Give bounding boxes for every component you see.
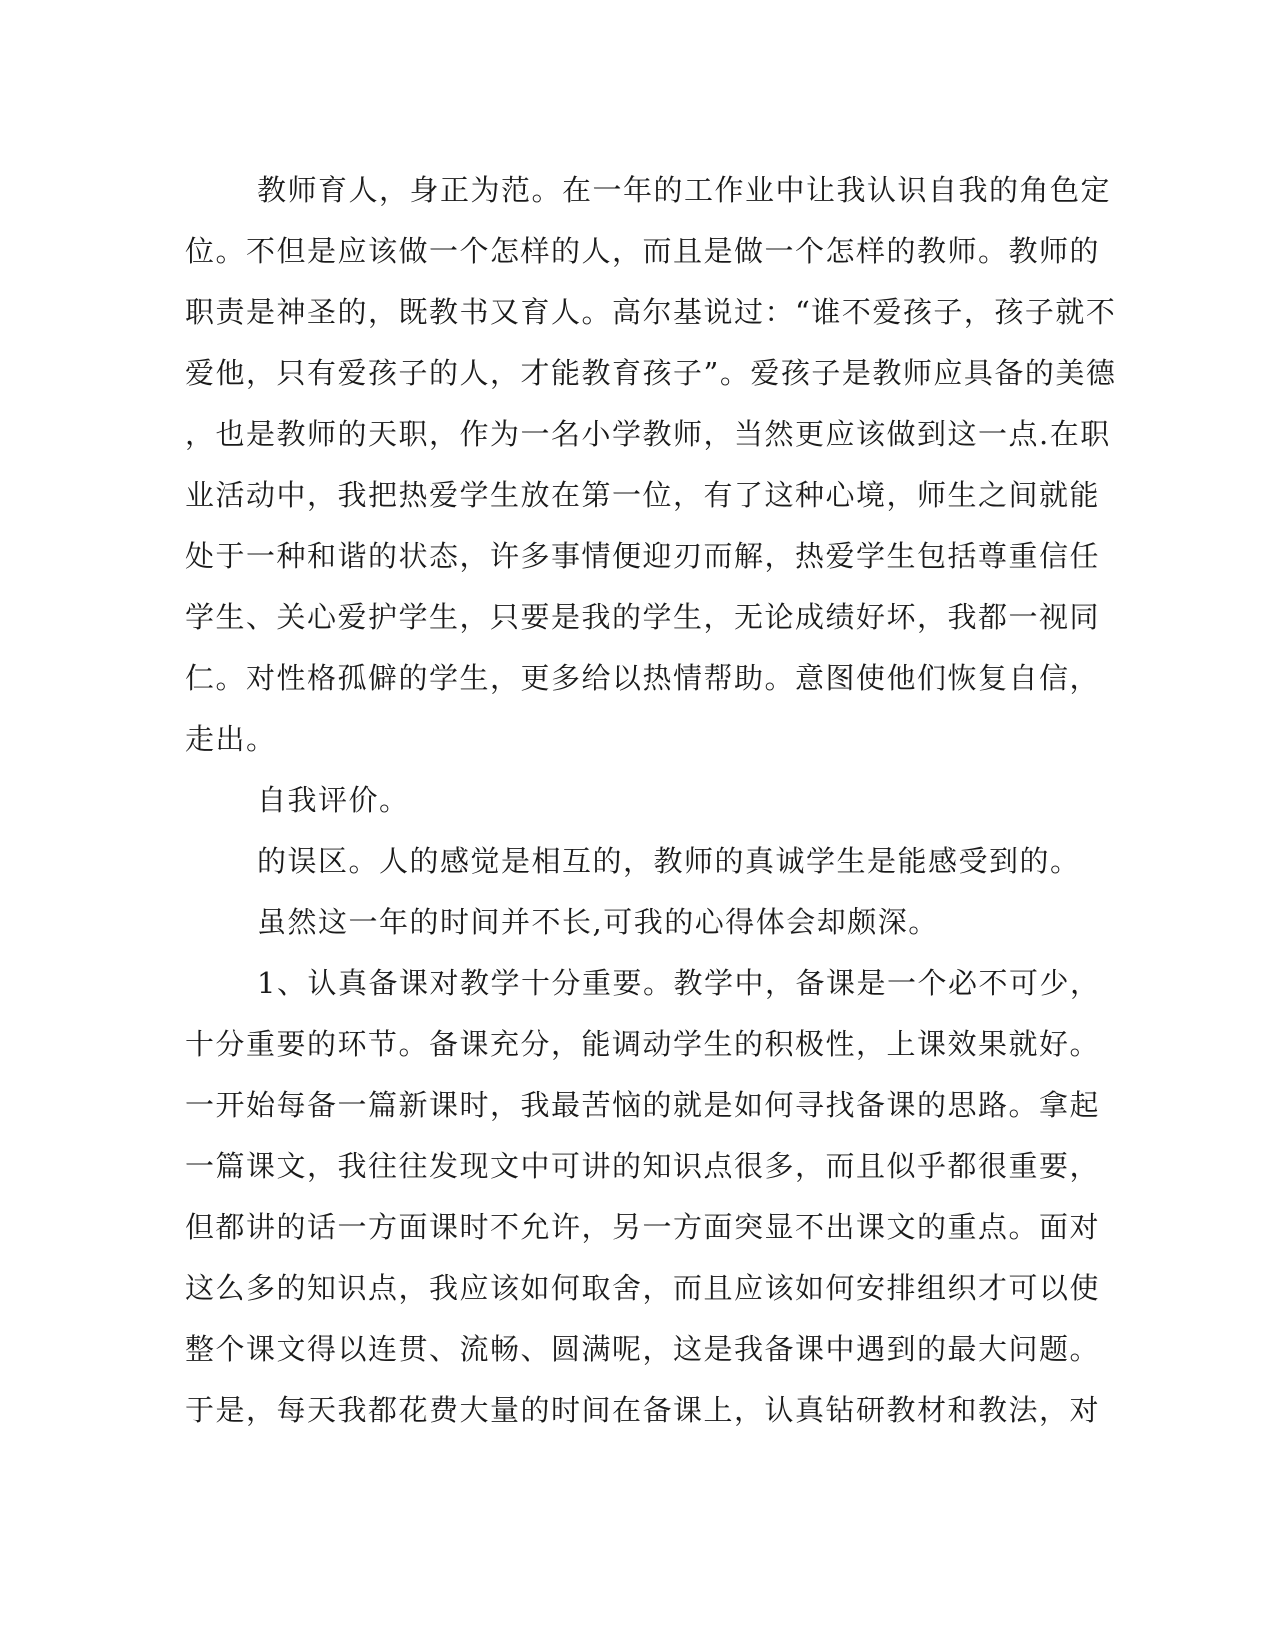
text-line: 整个课文得以连贯、流畅、圆满呢，这是我备课中遇到的最大问题。 xyxy=(185,1332,1101,1366)
text-line: 虽然这一年的时间并不长,可我的心得体会却颇深。 xyxy=(257,905,939,939)
text-line: 教师育人，身正为范。在一年的工作业中让我认识自我的角色定 xyxy=(257,173,1112,207)
text-line: 爱他，只有爱孩子的人，才能教育孩子”。爱孩子是教师应具备的美德 xyxy=(185,356,1117,390)
text-line: 学生、关心爱护学生，只要是我的学生，无论成绩好坏，我都一视同 xyxy=(185,600,1101,634)
text-line: 这么多的知识点，我应该如何取舍，而且应该如何安排组织才可以使 xyxy=(185,1271,1101,1305)
text-line: 处于一种和谐的状态，许多事情便迎刃而解，热爱学生包括尊重信任 xyxy=(185,539,1101,573)
text-line: 于是，每天我都花费大量的时间在备课上，认真钻研教材和教法，对 xyxy=(185,1393,1101,1427)
text-line: 的误区。人的感觉是相互的，教师的真诚学生是能感受到的。 xyxy=(257,844,1081,878)
text-line: 十分重要的环节。备课充分，能调动学生的积极性，上课效果就好。 xyxy=(185,1027,1101,1061)
text-line: 位。不但是应该做一个怎样的人，而且是做一个怎样的教师。教师的 xyxy=(185,234,1101,268)
text-line: 但都讲的话一方面课时不允许，另一方面突显不出课文的重点。面对 xyxy=(185,1210,1101,1244)
text-line: 业活动中，我把热爱学生放在第一位，有了这种心境，师生之间就能 xyxy=(185,478,1101,512)
text-line: 自我评价。 xyxy=(257,783,410,817)
text-line: 一开始每备一篇新课时，我最苦恼的就是如何寻找备课的思路。拿起 xyxy=(185,1088,1101,1122)
text-line: 一篇课文，我往往发现文中可讲的知识点很多，而且似乎都很重要， xyxy=(185,1149,1101,1183)
text-line: 走出。 xyxy=(185,722,277,756)
text-line: 1、认真备课对教学十分重要。教学中，备课是一个必不可少， xyxy=(257,966,1101,1000)
text-line: ，也是教师的天职，作为一名小学教师，当然更应该做到这一点.在职 xyxy=(185,417,1111,451)
document-body xyxy=(185,160,1117,1441)
text-line: 仁。对性格孤僻的学生，更多给以热情帮助。意图使他们恢复自信， xyxy=(185,661,1101,695)
text-line: 职责是神圣的，既教书又育人。高尔基说过：“谁不爱孩子，孩子就不 xyxy=(185,295,1117,329)
